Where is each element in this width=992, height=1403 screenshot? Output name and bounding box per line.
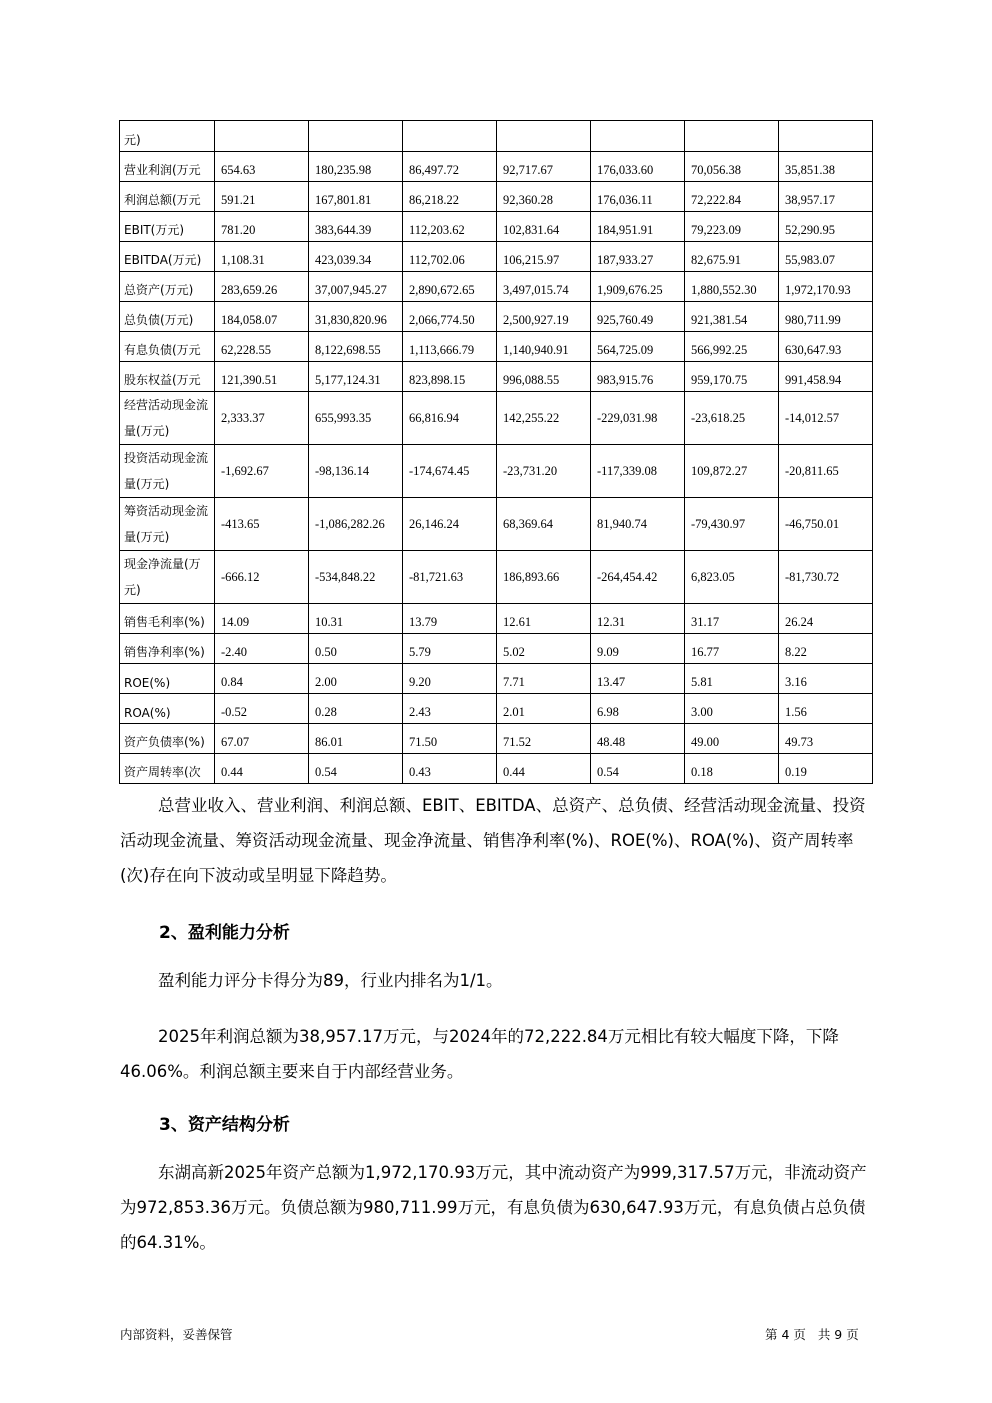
table-cell: 1.56 [779, 694, 873, 724]
table-cell: -23,618.25 [685, 392, 779, 445]
table-cell: 12.31 [591, 604, 685, 634]
table-cell: 1,880,552.30 [685, 272, 779, 302]
table-cell: 186,893.66 [497, 551, 591, 604]
table-row [120, 754, 873, 784]
table-row [120, 121, 873, 152]
table-cell: 781.20 [215, 212, 309, 242]
row-label: 营业利润(万元 [120, 152, 215, 182]
table-cell: -0.52 [215, 694, 309, 724]
table-row [120, 152, 873, 182]
table-cell [309, 121, 403, 152]
table-row [120, 332, 873, 362]
table-cell: 5.02 [497, 634, 591, 664]
table-cell: 564,725.09 [591, 332, 685, 362]
row-label: 投资活动现金流量(万元) [120, 445, 215, 498]
table-cell: 383,644.39 [309, 212, 403, 242]
table-cell: 0.19 [779, 754, 873, 784]
row-label: ROA(%) [120, 694, 215, 724]
table-cell: 86.01 [309, 724, 403, 754]
table-cell [215, 121, 309, 152]
table-cell: 0.50 [309, 634, 403, 664]
table-cell: 16.77 [685, 634, 779, 664]
table-cell: 49.00 [685, 724, 779, 754]
table-cell: -23,731.20 [497, 445, 591, 498]
table-cell: 0.28 [309, 694, 403, 724]
table-cell: 1,108.31 [215, 242, 309, 272]
table-row [120, 392, 873, 445]
table-cell: 6.98 [591, 694, 685, 724]
table-cell: -20,811.65 [779, 445, 873, 498]
table-cell: 167,801.81 [309, 182, 403, 212]
table-cell [403, 121, 497, 152]
table-cell: 5.81 [685, 664, 779, 694]
table-cell: 9.20 [403, 664, 497, 694]
table-cell: 2,890,672.65 [403, 272, 497, 302]
table-cell: 0.44 [215, 754, 309, 784]
row-label: 资产周转率(次 [120, 754, 215, 784]
table-cell: 38,957.17 [779, 182, 873, 212]
table-cell: 26.24 [779, 604, 873, 634]
table-cell: -174,674.45 [403, 445, 497, 498]
table-cell: 8,122,698.55 [309, 332, 403, 362]
table-cell [591, 121, 685, 152]
row-label: 筹资活动现金流量(万元) [120, 498, 215, 551]
table-cell [779, 121, 873, 152]
table-cell: 283,659.26 [215, 272, 309, 302]
table-row [120, 664, 873, 694]
table-cell: -81,730.72 [779, 551, 873, 604]
table-cell: 3,497,015.74 [497, 272, 591, 302]
table-cell: 70,056.38 [685, 152, 779, 182]
table-cell: 0.44 [497, 754, 591, 784]
table-cell: 423,039.34 [309, 242, 403, 272]
table-row [120, 182, 873, 212]
table-cell: 655,993.35 [309, 392, 403, 445]
table-row [120, 634, 873, 664]
table-cell: 2.01 [497, 694, 591, 724]
table-cell: -14,012.57 [779, 392, 873, 445]
table-cell: 5.79 [403, 634, 497, 664]
table-cell: 184,951.91 [591, 212, 685, 242]
table-row [120, 272, 873, 302]
row-label: 资产负债率(%) [120, 724, 215, 754]
table-cell [497, 121, 591, 152]
table-cell: -229,031.98 [591, 392, 685, 445]
table-cell: -98,136.14 [309, 445, 403, 498]
table-cell: 112,702.06 [403, 242, 497, 272]
table-cell: 1,972,170.93 [779, 272, 873, 302]
table-cell: 35,851.38 [779, 152, 873, 182]
section-heading-asset-structure: 3、资产结构分析 [159, 1115, 290, 1135]
table-cell: 31,830,820.96 [309, 302, 403, 332]
table-cell: 180,235.98 [309, 152, 403, 182]
table-cell: 48.48 [591, 724, 685, 754]
table-cell: 82,675.91 [685, 242, 779, 272]
table-cell: 31.17 [685, 604, 779, 634]
table-cell: 66,816.94 [403, 392, 497, 445]
table-cell: 92,717.67 [497, 152, 591, 182]
table-cell: 980,711.99 [779, 302, 873, 332]
table-cell: 49.73 [779, 724, 873, 754]
row-label: 股东权益(万元 [120, 362, 215, 392]
table-cell: 86,497.72 [403, 152, 497, 182]
table-cell: 81,940.74 [591, 498, 685, 551]
table-cell: 2,333.37 [215, 392, 309, 445]
row-label: 总资产(万元) [120, 272, 215, 302]
table-cell: 991,458.94 [779, 362, 873, 392]
table-cell: 109,872.27 [685, 445, 779, 498]
table-cell: 68,369.64 [497, 498, 591, 551]
row-label: EBIT(万元) [120, 212, 215, 242]
table-row [120, 604, 873, 634]
table-cell: 921,381.54 [685, 302, 779, 332]
table-cell: 630,647.93 [779, 332, 873, 362]
table-cell: 86,218.22 [403, 182, 497, 212]
table-cell: 1,140,940.91 [497, 332, 591, 362]
row-label: 利润总额(万元 [120, 182, 215, 212]
table-cell: 925,760.49 [591, 302, 685, 332]
table-cell: 79,223.09 [685, 212, 779, 242]
table-cell: -534,848.22 [309, 551, 403, 604]
row-label: EBITDA(万元) [120, 242, 215, 272]
table-cell: 106,215.97 [497, 242, 591, 272]
section-heading-profitability: 2、盈利能力分析 [159, 923, 290, 943]
table-cell: 7.71 [497, 664, 591, 694]
table-cell: 72,222.84 [685, 182, 779, 212]
financial-table [119, 120, 873, 784]
profitability-score-paragraph: 盈利能力评分卡得分为89，行业内排名为1/1。 [158, 971, 503, 990]
table-cell: -117,339.08 [591, 445, 685, 498]
table-row [120, 724, 873, 754]
table-cell: 0.43 [403, 754, 497, 784]
table-cell: 67.07 [215, 724, 309, 754]
table-row [120, 445, 873, 498]
table-cell: 3.16 [779, 664, 873, 694]
table-cell: 71.52 [497, 724, 591, 754]
table-row [120, 694, 873, 724]
table-cell: 0.54 [309, 754, 403, 784]
table-cell: 1,909,676.25 [591, 272, 685, 302]
table-cell: 1,113,666.79 [403, 332, 497, 362]
table-cell: 823,898.15 [403, 362, 497, 392]
table-cell: 92,360.28 [497, 182, 591, 212]
row-label: 销售净利率(%) [120, 634, 215, 664]
table-cell: 55,983.07 [779, 242, 873, 272]
table-cell: 0.18 [685, 754, 779, 784]
table-cell: 37,007,945.27 [309, 272, 403, 302]
table-cell: 112,203.62 [403, 212, 497, 242]
table-cell: 591.21 [215, 182, 309, 212]
table-row [120, 212, 873, 242]
table-cell: 176,033.60 [591, 152, 685, 182]
table-cell: 2.43 [403, 694, 497, 724]
table-cell: 14.09 [215, 604, 309, 634]
asset-structure-paragraph: 东湖高新2025年资产总额为1,972,170.93万元，其中流动资产为999,317.57万元，非流动资产为972,853.36万元。负债总额为980,711.99万元，有息负债为630,647.93万元，有息负债占总负债的64.31%。 [120, 1163, 867, 1252]
table-cell: 2.00 [309, 664, 403, 694]
table-cell: 9.09 [591, 634, 685, 664]
row-label: ROE(%) [120, 664, 215, 694]
table-row [120, 242, 873, 272]
table-cell: -2.40 [215, 634, 309, 664]
table-cell: 13.79 [403, 604, 497, 634]
summary-paragraph: 总营业收入、营业利润、利润总额、EBIT、EBITDA、总资产、总负债、经营活动现金流量、投资活动现金流量、筹资活动现金流量、现金净流量、销售净利率(%)、ROE(%)、ROA(%)、资产周转率(次)存在向下波动或呈明显下降趋势。 [120, 796, 866, 885]
row-label: 经营活动现金流量(万元) [120, 392, 215, 445]
table-cell: -1,086,282.26 [309, 498, 403, 551]
table-cell: 71.50 [403, 724, 497, 754]
profit-total-paragraph: 2025年利润总额为38,957.17万元，与2024年的72,222.84万元相比有较大幅度下降，下降46.06%。利润总额主要来自于内部经营业务。 [120, 1027, 839, 1081]
table-cell: 52,290.95 [779, 212, 873, 242]
table-cell: 8.22 [779, 634, 873, 664]
table-cell: 102,831.64 [497, 212, 591, 242]
table-cell: -264,454.42 [591, 551, 685, 604]
table-cell: -81,721.63 [403, 551, 497, 604]
table-cell: 654.63 [215, 152, 309, 182]
table-cell: 0.54 [591, 754, 685, 784]
table-cell: 983,915.76 [591, 362, 685, 392]
table-cell: 996,088.55 [497, 362, 591, 392]
table-cell: -46,750.01 [779, 498, 873, 551]
table-cell: 176,036.11 [591, 182, 685, 212]
table-row [120, 302, 873, 332]
table-cell: 959,170.75 [685, 362, 779, 392]
row-label: 总负债(万元) [120, 302, 215, 332]
table-cell: 142,255.22 [497, 392, 591, 445]
table-cell: -666.12 [215, 551, 309, 604]
table-cell: -1,692.67 [215, 445, 309, 498]
footer-confidential-note: 内部资料，妥善保管 [120, 1327, 233, 1342]
table-cell: 12.61 [497, 604, 591, 634]
table-cell: 566,992.25 [685, 332, 779, 362]
row-label: 元) [120, 121, 215, 152]
table-row [120, 362, 873, 392]
table-cell: 62,228.55 [215, 332, 309, 362]
table-cell: 6,823.05 [685, 551, 779, 604]
table-cell: -413.65 [215, 498, 309, 551]
table-cell: -79,430.97 [685, 498, 779, 551]
table-cell: 3.00 [685, 694, 779, 724]
table-cell: 2,500,927.19 [497, 302, 591, 332]
financial-table-body [120, 121, 873, 784]
row-label: 有息负债(万元 [120, 332, 215, 362]
table-row [120, 498, 873, 551]
row-label: 现金净流量(万元) [120, 551, 215, 604]
table-cell: 0.84 [215, 664, 309, 694]
table-row [120, 551, 873, 604]
table-cell: 184,058.07 [215, 302, 309, 332]
row-label: 销售毛利率(%) [120, 604, 215, 634]
table-cell: 13.47 [591, 664, 685, 694]
table-cell: 187,933.27 [591, 242, 685, 272]
table-cell: 10.31 [309, 604, 403, 634]
table-cell: 5,177,124.31 [309, 362, 403, 392]
footer-page-number: 第 4 页 共 9 页 [765, 1327, 859, 1342]
table-cell: 121,390.51 [215, 362, 309, 392]
table-cell: 2,066,774.50 [403, 302, 497, 332]
table-cell: 26,146.24 [403, 498, 497, 551]
table-cell [685, 121, 779, 152]
